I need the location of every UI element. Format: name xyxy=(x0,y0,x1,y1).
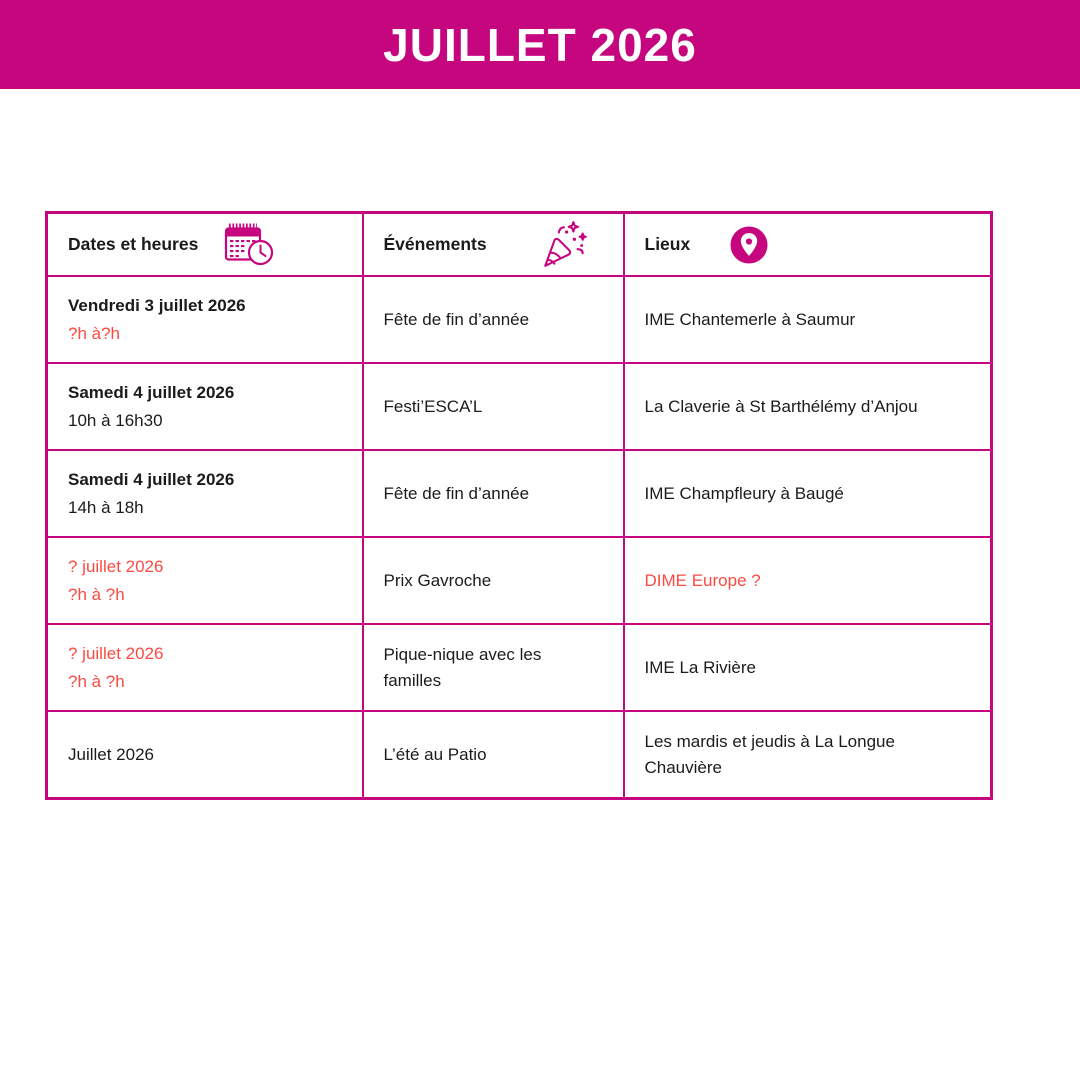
title-band xyxy=(0,0,1080,89)
calendar-clock-icon xyxy=(224,223,274,267)
time-text: 10h à 16h30 xyxy=(68,411,163,430)
place-text: DIME Europe ? xyxy=(644,570,761,590)
date-text: ? juillet 2026 xyxy=(68,643,164,663)
date-cell xyxy=(47,537,363,624)
table-body xyxy=(47,276,992,799)
event-cell xyxy=(363,363,624,450)
time-text: 14h à 18h xyxy=(68,498,144,517)
place-text: IME La Rivière xyxy=(644,657,756,677)
date-cell xyxy=(47,711,363,799)
event-cell xyxy=(363,624,624,711)
place-cell xyxy=(624,537,992,624)
time-text: ?h à ?h xyxy=(68,585,125,604)
date-text: Juillet 2026 xyxy=(68,744,155,764)
event-text: Fête de fin d’année xyxy=(383,309,530,329)
party-popper-icon xyxy=(539,218,589,272)
table-row xyxy=(47,363,992,450)
place-text: Les mardis et jeudis à La Longue Chauvière xyxy=(644,732,895,777)
place-cell xyxy=(624,276,992,363)
page-title: JUILLET 2026 xyxy=(383,18,697,71)
date-cell xyxy=(47,624,363,711)
table-row xyxy=(47,450,992,537)
table-row xyxy=(47,624,992,711)
date-cell xyxy=(47,276,363,363)
events-table xyxy=(45,211,993,800)
header-dates-label: Dates et heures xyxy=(68,234,199,255)
event-cell xyxy=(363,450,624,537)
event-cell xyxy=(363,537,624,624)
event-text: Festi’ESCA’L xyxy=(383,396,483,416)
date-text: Samedi 4 juillet 2026 xyxy=(68,469,235,489)
table-row xyxy=(47,276,992,363)
location-pin-icon xyxy=(730,226,768,264)
header-places xyxy=(624,213,992,277)
place-cell xyxy=(624,624,992,711)
place-text: La Claverie à St Barthélémy d’Anjou xyxy=(644,396,918,416)
place-text: IME Chantemerle à Saumur xyxy=(644,309,856,329)
place-text: IME Champfleury à Baugé xyxy=(644,483,844,503)
place-cell xyxy=(624,450,992,537)
event-cell xyxy=(363,711,624,799)
header-events xyxy=(363,213,624,277)
date-cell xyxy=(47,450,363,537)
time-text: ?h à ?h xyxy=(68,672,125,691)
table-row xyxy=(47,711,992,799)
event-text: Prix Gavroche xyxy=(383,570,492,590)
place-cell xyxy=(624,363,992,450)
header-places-label: Lieux xyxy=(644,234,691,255)
table-row xyxy=(47,537,992,624)
date-text: Samedi 4 juillet 2026 xyxy=(68,382,235,402)
date-text: ? juillet 2026 xyxy=(68,556,164,576)
date-cell xyxy=(47,363,363,450)
header-events-label: Événements xyxy=(383,234,487,255)
place-cell xyxy=(624,711,992,799)
header-dates xyxy=(47,213,363,277)
table-header-row xyxy=(47,213,992,277)
event-text: Fête de fin d’année xyxy=(383,483,530,503)
event-text: L’été au Patio xyxy=(383,744,487,764)
event-cell xyxy=(363,276,624,363)
time-text: ?h à?h xyxy=(68,324,120,343)
event-text: Pique-nique avec les familles xyxy=(383,645,542,690)
date-text: Vendredi 3 juillet 2026 xyxy=(68,295,246,315)
